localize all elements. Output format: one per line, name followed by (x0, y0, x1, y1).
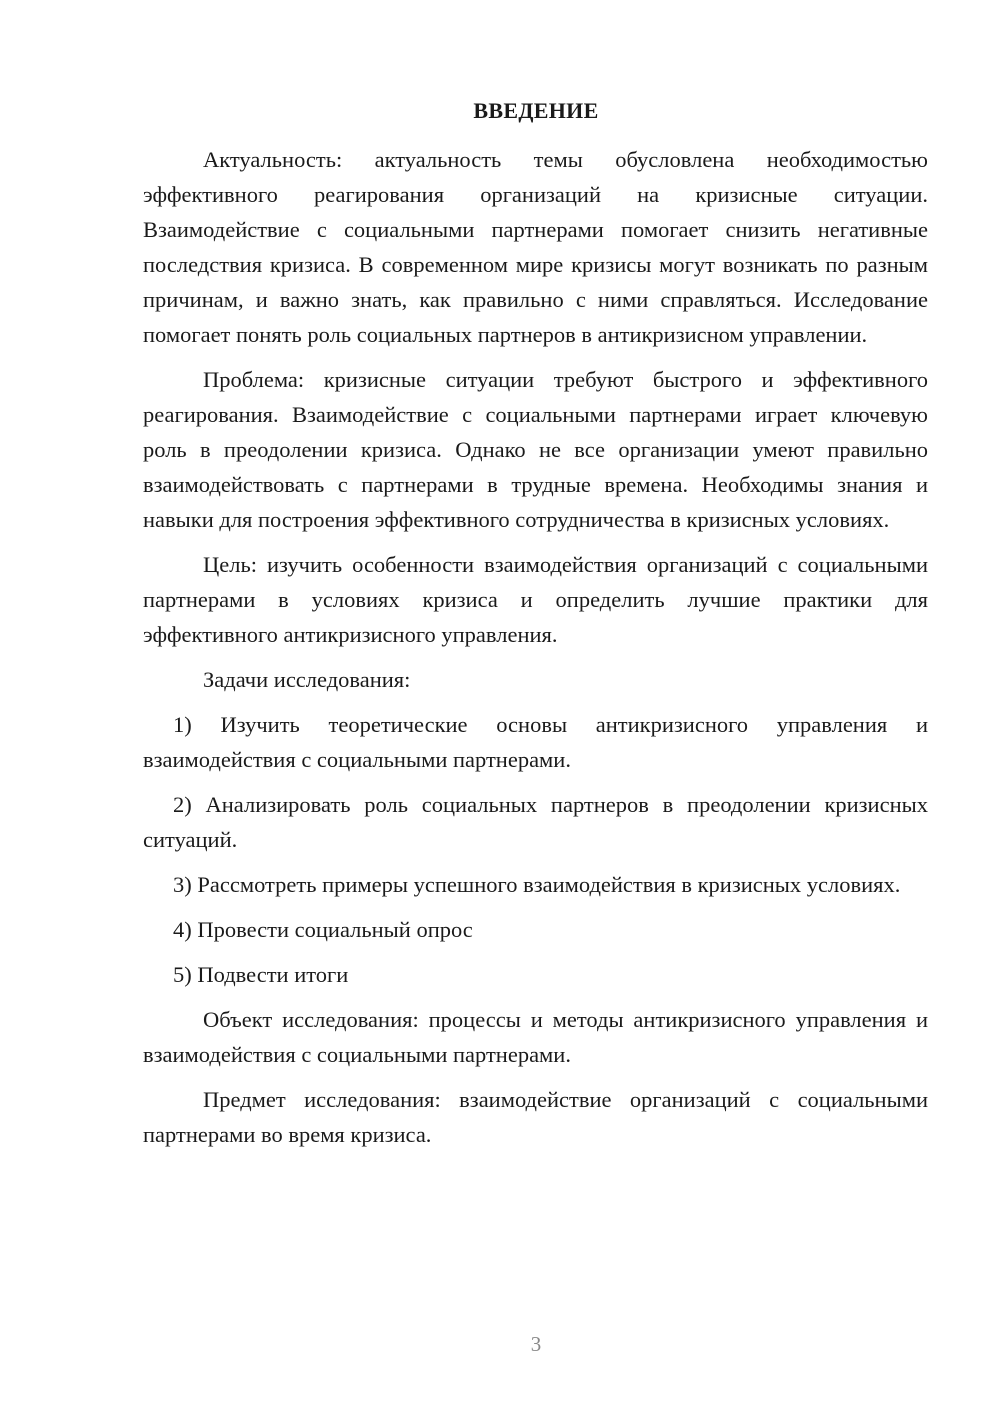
paragraph-goal: Цель: изучить особенности взаимодействия организаций с социальными партнерами в условиях кризиса и определить лучшие практики для эффективного антикризисного управления. (143, 552, 928, 647)
document-body (143, 142, 928, 1152)
task-item-2: 2) Анализировать роль социальных партнеров в преодолении кризисных ситуаций. (143, 792, 928, 852)
paragraph-tasks-heading: Задачи исследования: (203, 667, 411, 692)
task-item-1: 1) Изучить теоретические основы антикризисного управления и взаимодействия с социальными партнерами. (143, 712, 928, 772)
paragraph-relevance: Актуальность: актуальность темы обусловлена необходимостью эффективного реагирования организаций на кризисные ситуации. Взаимодействие с социальными партнерами помогает снизить негативные последствия кризиса. В современном мире кризисы могут возникать по разным причинам, и важно знать, как правильно с ними справляться. Исследование помогает понять роль социальных партнеров в антикризисном управлении. (143, 147, 928, 347)
task-item-4: 4) Провести социальный опрос (173, 917, 473, 942)
section-title: ВВЕДЕНИЕ (473, 98, 599, 123)
paragraph-subject: Предмет исследования: взаимодействие организаций с социальными партнерами во время кризиса. (143, 1087, 928, 1147)
task-item-5: 5) Подвести итоги (173, 962, 349, 987)
page-number: 3 (530, 1332, 542, 1356)
task-item-3: 3) Рассмотреть примеры успешного взаимодействия в кризисных условиях. (173, 872, 901, 897)
paragraph-object: Объект исследования: процессы и методы антикризисного управления и взаимодействия с социальными партнерами. (143, 1007, 928, 1067)
paragraph-problem: Проблема: кризисные ситуации требуют быстрого и эффективного реагирования. Взаимодействие с социальными партнерами играет ключевую роль в преодолении кризиса. Однако не все организации умеют правильно взаимодействовать с партнерами в трудные времена. Необходимы знания и навыки для построения эффективного сотрудничества в кризисных условиях. (143, 367, 928, 532)
